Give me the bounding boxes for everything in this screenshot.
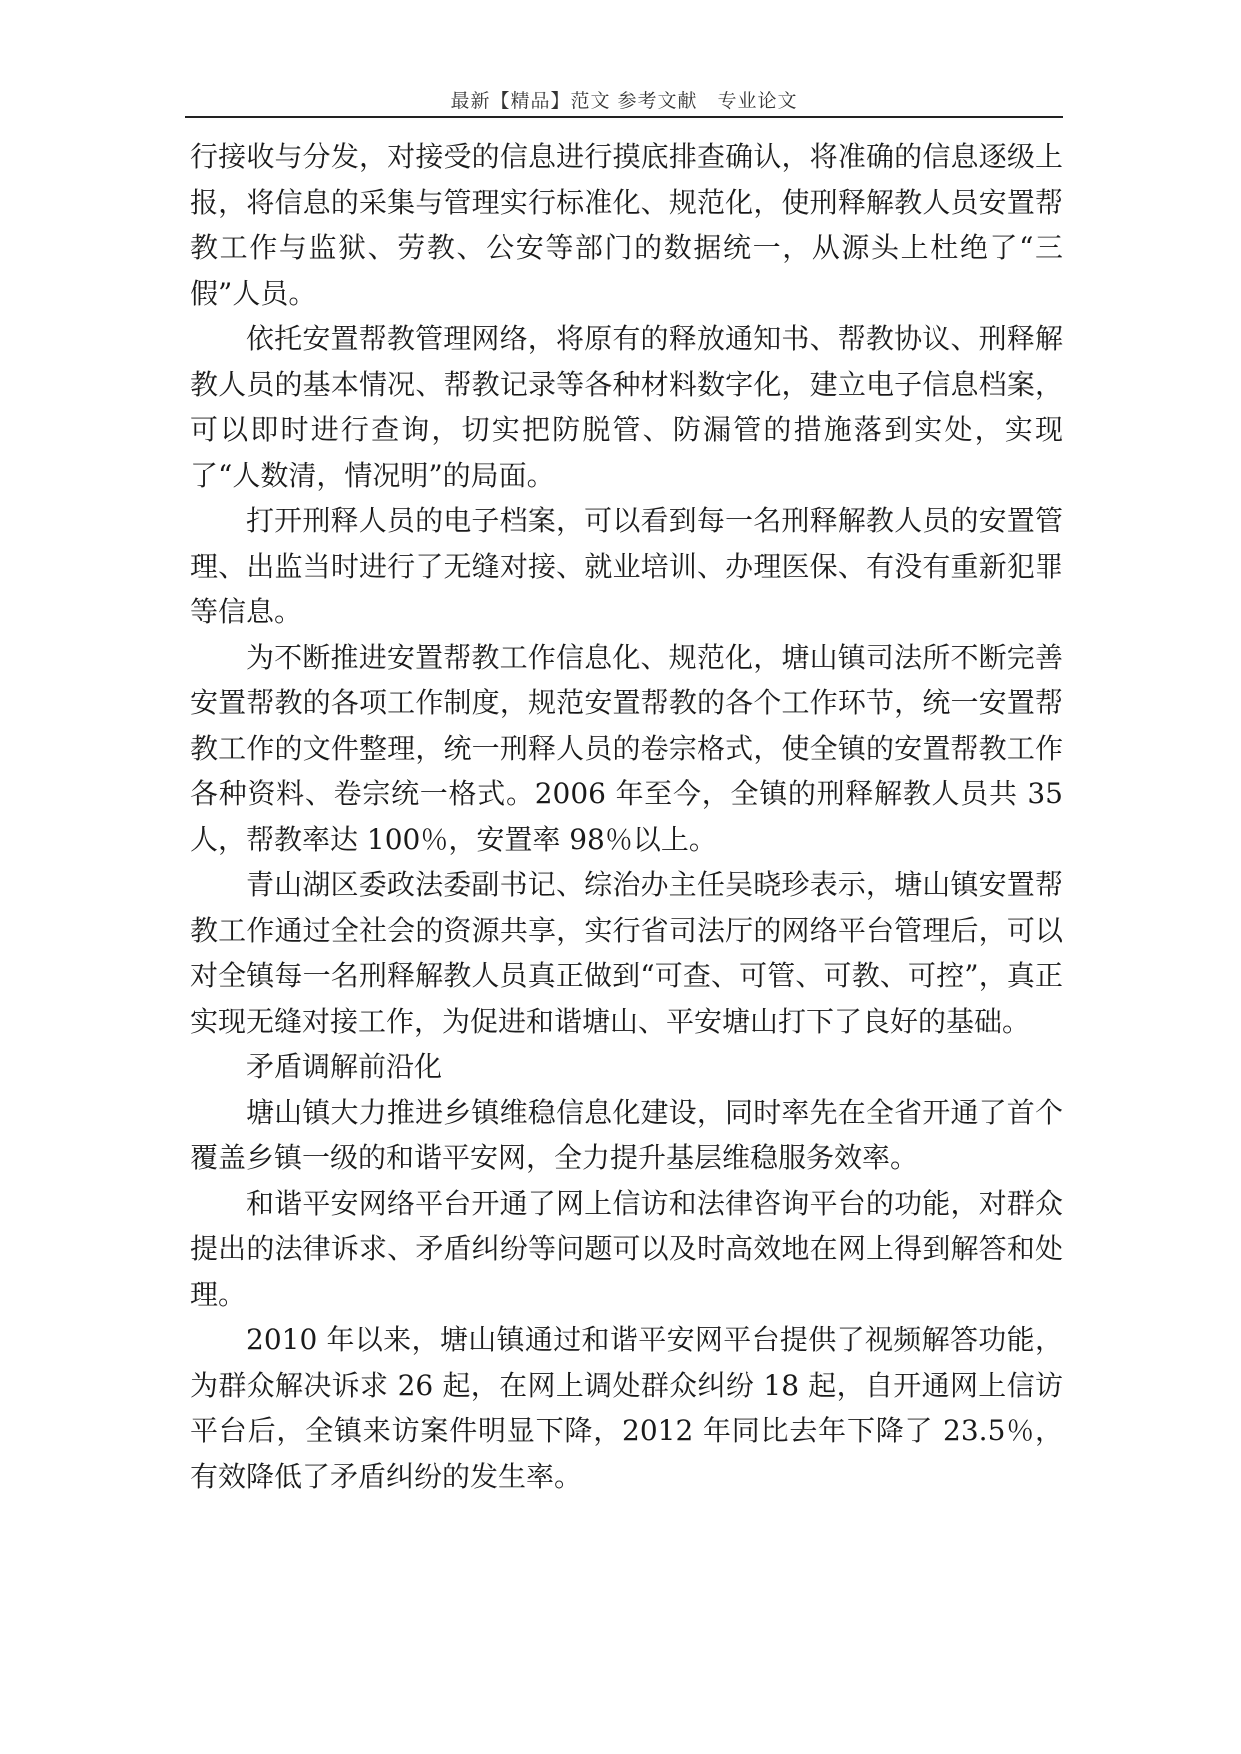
paragraph-online-petition: 和谐平安网络平台开通了网上信访和法律咨询平台的功能，对群众提出的法律诉求、矛盾纠纷等问题可以及时高效地在网上得到解答和处理。 xyxy=(190,1186,1063,1311)
document-body xyxy=(190,134,1063,1499)
paragraph-standardization: 为不断推进安置帮教工作信息化、规范化，塘山镇司法所不断完善安置帮教的各项工作制度，规范安置帮教的各个工作环节，统一安置帮教工作的文件整理，统一刑释人员的卷宗格式，使全镇的安置帮教工作各种资料、卷宗统一格式。2006 年至今，全镇的刑释解教人员共 35 人，帮教率达 100％，安置率 98％以上。 xyxy=(190,640,1063,856)
paragraph-electronic-archive: 打开刑释人员的电子档案，可以看到每一名刑释解教人员的安置管理、出监当时进行了无缝对接、就业培训、办理医保、有没有重新犯罪等信息。 xyxy=(190,504,1063,628)
page-header: 最新【精品】范文 参考文献 专业论文 xyxy=(450,90,798,112)
paragraph-statistics: 2010 年以来，塘山镇通过和谐平安网平台提供了视频解答功能，为群众解决诉求 26 起，在网上调处群众纠纷 18 起，自开通网上信访平台后，全镇来访案件明显下降，2012 年同比去年下降了 23.5％，有效降低了矛盾纠纷的发生率。 xyxy=(190,1323,1063,1493)
paragraph-continuation: 行接收与分发，对接受的信息进行摸底排查确认，将准确的信息逐级上报，将信息的采集与管理实行标准化、规范化，使刑释解教人员安置帮教工作与监狱、劳教、公安等部门的数据统一，从源头上杜绝了“三假”人员。 xyxy=(190,140,1063,310)
section-heading: 矛盾调解前沿化 xyxy=(246,1050,443,1083)
header-divider xyxy=(185,116,1063,118)
paragraph-archive-network: 依托安置帮教管理网络，将原有的释放通知书、帮教协议、刑释解教人员的基本情况、帮教记录等各种材料数字化，建立电子信息档案，可以即时进行查询，切实把防脱管、防漏管的措施落到实处，实现了“人数清，情况明”的局面。 xyxy=(190,322,1063,492)
paragraph-harmony-network: 塘山镇大力推进乡镇维稳信息化建设，同时率先在全省开通了首个覆盖乡镇一级的和谐平安网，全力提升基层维稳服务效率。 xyxy=(190,1095,1063,1174)
paragraph-official-statement: 青山湖区委政法委副书记、综治办主任吴晓珍表示，塘山镇安置帮教工作通过全社会的资源共享，实行省司法厅的网络平台管理后，可以对全镇每一名刑释解教人员真正做到“可查、可管、可教、可控”，真正实现无缝对接工作，为促进和谐塘山、平安塘山打下了良好的基础。 xyxy=(190,868,1063,1038)
